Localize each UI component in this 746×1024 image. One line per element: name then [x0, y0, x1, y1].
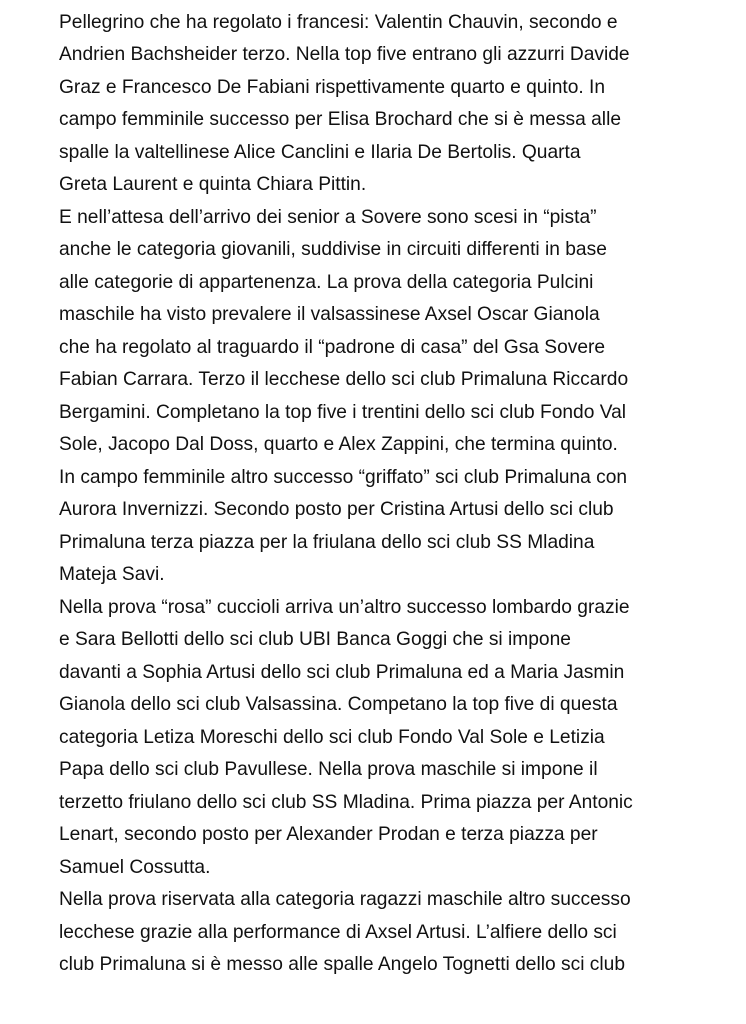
text-line: Aurora Invernizzi. Secondo posto per Cristina Artusi dello sci club — [59, 499, 614, 520]
text-line: Fabian Carrara. Terzo il lecchese dello sci club Primaluna Riccardo — [59, 369, 629, 390]
text-line: e Sara Bellotti dello sci club UBI Banca Goggi che si impone — [59, 629, 571, 650]
text-line: Gianola dello sci club Valsassina. Competano la top five di questa — [59, 694, 618, 715]
text-line: alle categorie di appartenenza. La prova della categoria Pulcini — [59, 272, 594, 293]
text-line: Andrien Bachsheider terzo. Nella top five entrano gli azzurri Davide — [59, 44, 630, 65]
text-line: Lenart, secondo posto per Alexander Prodan e terza piazza per — [59, 824, 598, 845]
text-line: davanti a Sophia Artusi dello sci club Primaluna ed a Maria Jasmin — [59, 662, 625, 683]
text-line: club Primaluna si è messo alle spalle Angelo Tognetti dello sci club — [59, 954, 625, 975]
text-line: E nell’attesa dell’arrivo dei senior a Sovere sono scesi in “pista” — [59, 207, 597, 228]
text-line: Nella prova riservata alla categoria ragazzi maschile altro successo — [59, 889, 631, 910]
text-line: Samuel Cossutta. — [59, 857, 211, 878]
text-line: campo femminile successo per Elisa Brochard che si è messa alle — [59, 109, 622, 130]
text-line: Mateja Savi. — [59, 564, 165, 585]
text-line: categoria Letiza Moreschi dello sci club Fondo Val Sole e Letizia — [59, 727, 605, 748]
text-line: Papa dello sci club Pavullese. Nella prova maschile si impone il — [59, 759, 598, 780]
text-line: Primaluna terza piazza per la friulana dello sci club SS Mladina — [59, 532, 595, 553]
text-line: Nella prova “rosa” cuccioli arriva un’altro successo lombardo grazie — [59, 597, 630, 618]
text-line: lecchese grazie alla performance di Axsel Artusi. L’alfiere dello sci — [59, 922, 617, 943]
text-line: che ha regolato al traguardo il “padrone di casa” del Gsa Sovere — [59, 337, 606, 358]
text-line: Greta Laurent e quinta Chiara Pittin. — [59, 174, 367, 195]
text-line: Graz e Francesco De Fabiani rispettivamente quarto e quinto. In — [59, 77, 606, 98]
text-line: In campo femminile altro successo “griffato” sci club Primaluna con — [59, 467, 628, 488]
text-line: maschile ha visto prevalere il valsassinese Axsel Oscar Gianola — [59, 304, 600, 325]
text-line: Pellegrino che ha regolato i francesi: Valentin Chauvin, secondo e — [59, 12, 618, 33]
text-line: Bergamini. Completano la top five i trentini dello sci club Fondo Val — [59, 402, 627, 423]
text-line: spalle la valtellinese Alice Canclini e Ilaria De Bertolis. Quarta — [59, 142, 581, 163]
text-line: anche le categoria giovanili, suddivise in circuiti differenti in base — [59, 239, 607, 260]
text-line: terzetto friulano dello sci club SS Mladina. Prima piazza per Antonic — [59, 792, 633, 813]
text-line: Sole, Jacopo Dal Doss, quarto e Alex Zappini, che termina quinto. — [59, 434, 618, 455]
